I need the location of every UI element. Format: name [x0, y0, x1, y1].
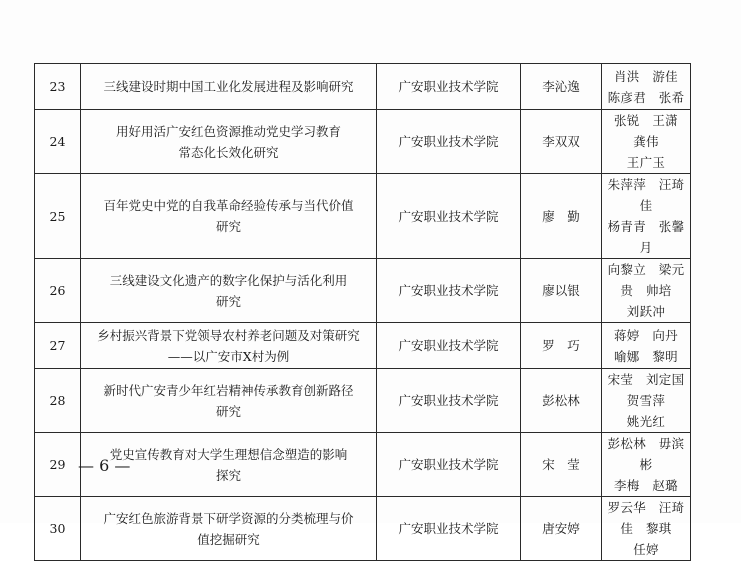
page-number: — 6 — [78, 456, 131, 475]
unit-name: 广安职业技术学院 [377, 110, 521, 174]
project-title: 百年党史中党的自我革命经验传承与当代价值 研究 [81, 174, 377, 259]
project-title: 用好用活广安红色资源推动党史学习教育 常态化长效化研究 [81, 110, 377, 174]
team-members: 朱萍萍 汪琦佳 杨青青 张馨月 [602, 174, 691, 259]
project-leader: 宋 莹 [521, 433, 602, 497]
table-row [35, 110, 691, 174]
row-number: 30 [35, 497, 81, 561]
table-row [35, 433, 691, 497]
unit-name: 广安职业技术学院 [377, 497, 521, 561]
table-body [35, 64, 698, 561]
project-leader: 唐安婷 [521, 497, 602, 561]
row-number: 25 [35, 174, 81, 259]
project-title: 广安红色旅游背景下研学资源的分类梳理与价 值挖掘研究 [81, 497, 377, 561]
unit-name: 广安职业技术学院 [377, 323, 521, 369]
team-members: 向黎立 梁元贵 帅培 刘跃冲 [602, 259, 691, 323]
table-row [35, 323, 691, 369]
project-leader: 李双双 [521, 110, 602, 174]
project-title: 党史宣传教育对大学生理想信念塑造的影响 探究 [81, 433, 377, 497]
team-members: 彭松林 毋滨彬 李梅 赵璐 [602, 433, 691, 497]
table-row [35, 64, 691, 110]
project-title: 新时代广安青少年红岩精神传承教育创新路径 研究 [81, 369, 377, 433]
unit-name: 广安职业技术学院 [377, 64, 521, 110]
project-title: 乡村振兴背景下党领导农村养老问题及对策研究 ——以广安市X村为例 [81, 323, 377, 369]
project-leader: 罗 巧 [521, 323, 602, 369]
unit-name: 广安职业技术学院 [377, 433, 521, 497]
table-row [35, 497, 691, 561]
row-number: 29 [35, 433, 81, 497]
table-row [35, 174, 691, 259]
table-row [35, 369, 691, 433]
team-members: 宋莹 刘定国 贺雪萍 姚光红 [602, 369, 691, 433]
row-number: 23 [35, 64, 81, 110]
row-number: 24 [35, 110, 81, 174]
team-members: 肖洪 游佳 陈彦君 张希 [602, 64, 691, 110]
row-number: 28 [35, 369, 81, 433]
table-row [35, 259, 691, 323]
row-number: 27 [35, 323, 81, 369]
project-title: 三线建设时期中国工业化发展进程及影响研究 [81, 64, 377, 110]
project-leader: 彭松林 [521, 369, 602, 433]
project-leader: 廖 勤 [521, 174, 602, 259]
team-members: 张锐 王潇 龚伟 王广玉 [602, 110, 691, 174]
project-title: 三线建设文化遗产的数字化保护与活化利用 研究 [81, 259, 377, 323]
unit-name: 广安职业技术学院 [377, 369, 521, 433]
team-members: 罗云华 汪琦佳 黎琪 任婷 [602, 497, 691, 561]
team-members: 蒋婷 向丹 喻娜 黎明 [602, 323, 691, 369]
unit-name: 广安职业技术学院 [377, 259, 521, 323]
unit-name: 广安职业技术学院 [377, 174, 521, 259]
project-leader: 廖以银 [521, 259, 602, 323]
row-number: 26 [35, 259, 81, 323]
project-leader: 李沁逸 [521, 64, 602, 110]
project-table [34, 63, 698, 561]
